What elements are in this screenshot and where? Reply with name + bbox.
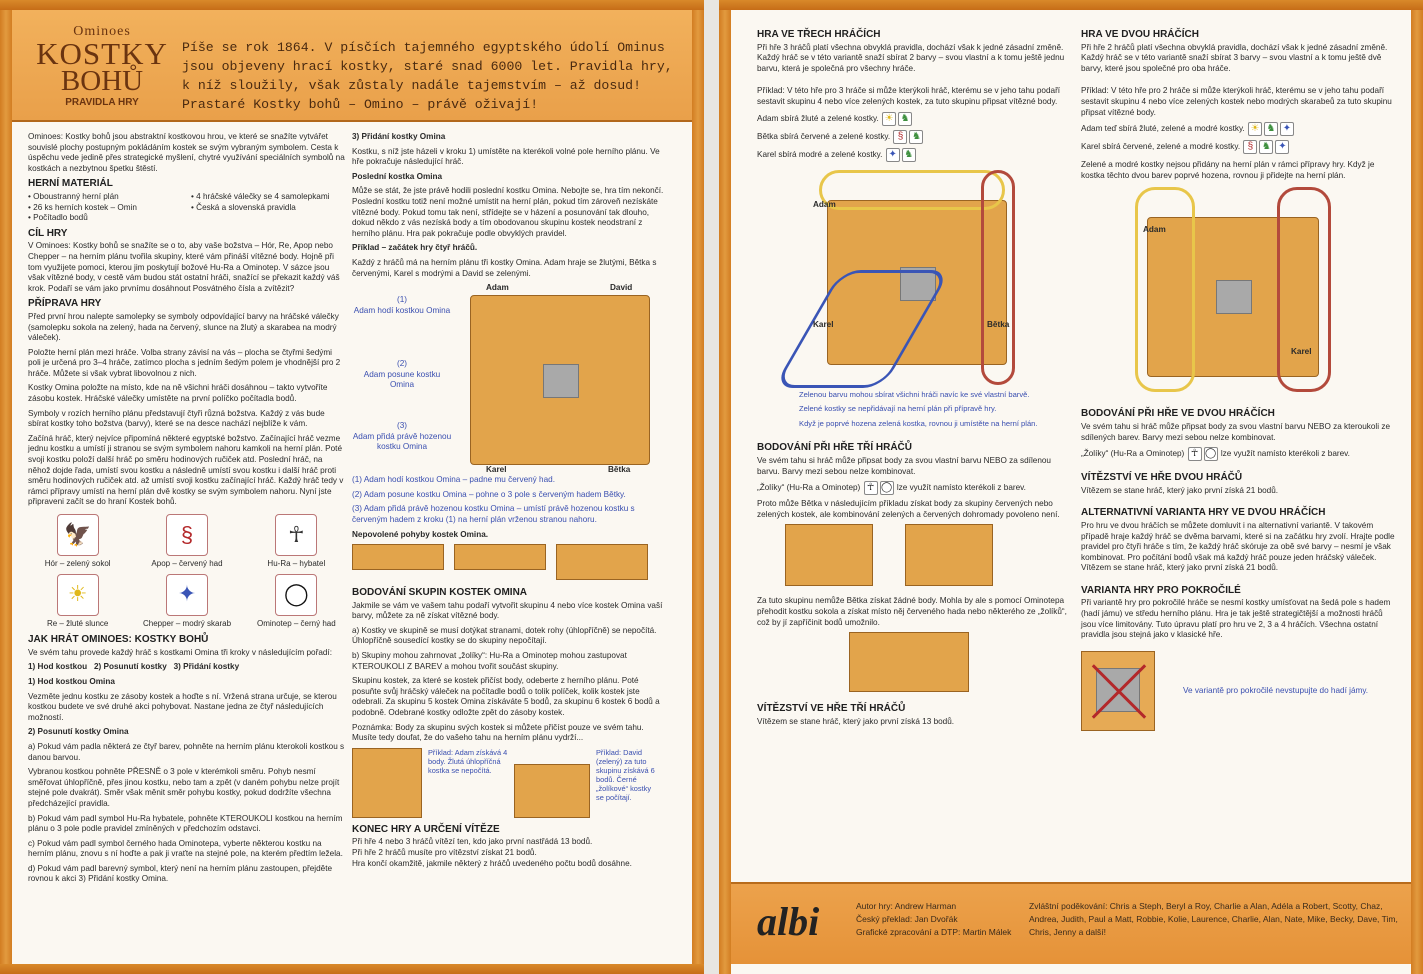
credit-line: Český překlad: Jan Dvořák	[856, 914, 958, 924]
person-icon: ☥	[1188, 447, 1202, 461]
prep-text: Kostky Omina položte na místo, kde na ně všichni hráči dosáhnou – takto vytvoříte zásobu kostek. Hráčské válečky umístěte na první políčko počítadla bodů.	[28, 383, 328, 404]
end-heading: KONEC HRY A URČENÍ VÍTĚZE	[352, 823, 500, 835]
person-icon: ☥	[864, 481, 878, 495]
two-winner-heading: VÍTĚZSTVÍ VE HŘE DVOU HRÁČŮ	[1081, 472, 1243, 484]
right-border	[1411, 0, 1423, 974]
scarab-icon: ✦	[1280, 122, 1294, 136]
top-border	[0, 0, 704, 10]
two-scoring-heading: BODOVÁNÍ PŘI HŘE VE DVOU HRÁČÍCH	[1081, 408, 1275, 420]
three-players-column	[757, 30, 1075, 731]
intro-line: Píše se rok 1864. V písčích tajemného egyptského údolí Ominus jsou objeveny hrací kostky, staré snad 6000 let. Pravidla hry, k níž sloužily, však zůstaly nadále tajemstvím – až dosud!	[182, 40, 673, 93]
alt-text: Pro hru ve dvou hráčích se můžete domluvit i na alternativní variantě. V takovém případě hraje každý hráč se dvěma barvami, které si na začátku hry zvolí. Hrajte podle pravidel pro čtyři hráče s tím, že každý hráč skóruje za obě své barvy – nesmí je však kombinovat. Pro počítání bodů však má každý hráč pouze jeden hráčský váleček. Vítězem se stane hráč, který jako první získá 21 bodů.	[1081, 520, 1395, 573]
end-text1: Při hře 4 nebo 3 hráčů vítězí ten, kdo jako první nastřádá 13 bodů.	[352, 837, 593, 847]
three-scoring-text2: Za tuto skupinu nemůže Bětka získat žádné body. Mohla by ale s pomocí Ominotepa přehodit kostku sokola a získat místo něj červeného hada nebo některého ze „žolíků“, což by jí zapříčinit bodů umožnilo.	[757, 596, 1067, 627]
diagram-step-1: (1) Adam hodí kostkou Omina – padne mu červený had.	[352, 475, 555, 485]
three-heading: HRA VE TŘECH HRÁČÍCH	[757, 29, 881, 40]
forbidden-move-2	[454, 544, 546, 570]
end-text2: Při hře 2 hráčů musíte pro vítězství získat 21 bodů.	[352, 848, 537, 857]
logo-line2: BOHŮ	[60, 65, 144, 97]
scoring-board-left	[352, 748, 422, 818]
label-betka: Bětka	[608, 465, 631, 475]
falcon-icon: ♞	[898, 112, 912, 126]
label-david: David	[610, 283, 633, 293]
page-gutter	[704, 0, 719, 974]
logo-line1: KOSTKY	[36, 36, 168, 71]
falcon-icon: ♞	[902, 148, 916, 162]
three-jokers: „Žolíky“ (Hu-Ra a Ominotep) ☥ ◯ lze využít namísto kterékoli z barev.	[757, 482, 1026, 494]
snake-icon: §	[166, 514, 208, 556]
material-item: • Česká a slovenská pravidla	[191, 202, 296, 212]
three-winner-heading: VÍTĚZSTVÍ VE HŘE TŘÍ HRÁČŮ	[757, 703, 906, 715]
goal-heading: CÍL HRY	[28, 227, 68, 239]
left-column	[28, 132, 346, 889]
three-player-adam: Adam sbírá žluté a zelené kostky. ☀ ♞	[757, 112, 1075, 126]
three-note-1: Zelenou barvu mohou sbírat všichni hráči navíc ke své vlastní barvě.	[799, 389, 1030, 399]
ring-icon: ◯	[275, 574, 317, 616]
three-player-diagram	[757, 170, 1075, 390]
label-karel: Karel	[486, 465, 507, 475]
advanced-heading: VARIANTA HRY PRO POKROČILÉ	[1081, 584, 1241, 596]
two-example: Příklad: V této hře pro 2 hráče si může kterýkoli hráč, kterému se v jeho tahu podaří sestavit skupinu 4 nebo více zelených kostek nebo modrých skarabeů za tuto skupinu připsat vítězné body.	[1081, 86, 1392, 117]
two-players-column	[1081, 30, 1395, 731]
example-heading: Příklad – začátek hry čtyř hráčů.	[352, 243, 478, 253]
sun-icon: ☀	[882, 112, 896, 126]
advanced-text: Při variantě hry pro pokročilé hráče se nesmí kostky umísťovat na šedá pole s hadem (hadí jámu) ve středu herního plánu. Hra je tak ještě strategičtější a možnosti hráčů jsou více limitovány. Tuto úpravu platí pro hru ve 2, 3 a 4 hráčích. Všechna ostatní pravidla jsou stejná jako v klasické hře.	[1081, 598, 1391, 640]
scoring-example-left: Příklad: Adam získává 4 body. Žlutá úhlopříčná kostka se nepočítá.	[428, 747, 508, 775]
diagram-note-1: (1) Adam hodí kostkou Omina	[353, 295, 451, 315]
two-note: Zelené a modré kostky nejsou přidány na herní plán v rámci přípravy hry. Když je kostka těchto dvou barev poprvé hozena, rovnou ji přidejte na herní plán.	[1081, 160, 1375, 180]
material-item: • Počítadlo bodů	[28, 213, 88, 223]
scoring-board-green	[905, 524, 993, 586]
two-player-adam: Adam teď sbírá žluté, zelené a modré kostky. ☀ ♞ ✦	[1081, 122, 1395, 136]
two-jokers: „Žolíky“ (Hu-Ra a Ominotep) ☥ ◯ lze využít namísto kterékoli z barev.	[1081, 448, 1350, 460]
material-item: • 26 ks herních kostek – Omin	[28, 202, 137, 212]
diagram-note-3: (3) Adam přidá právě hozenou kostku Omina	[352, 421, 452, 452]
sun-icon: ☀	[1248, 122, 1262, 136]
right-border	[692, 0, 704, 974]
diagram-note-2: (2) Adam posune kostku Omina	[363, 359, 441, 390]
step1-text: Vezměte jednu kostku ze zásoby kostek a hoďte s ní. Vržená strana určuje, se kterou kostkou budete ve své druhé akci pohybovat. Nastane jedna ze čtyř následujících možností.	[28, 691, 337, 722]
symbol-legend	[28, 514, 346, 629]
sun-icon: ☀	[57, 574, 99, 616]
howto-heading: JAK HRÁT OMINOES: KOSTKY BOHŮ	[28, 634, 209, 646]
prep-text: Symboly v rozích herního plánu představují čtyři různá božstva. Každý z vás bude sbírat kostky toho božstva (barvy), které se na desce nachází nejblíže k vám.	[28, 408, 325, 429]
label-karel: Karel	[813, 319, 834, 329]
step2-text: Vybranou kostkou pohněte PŘESNĚ o 3 pole v kterémkoli směru. Pohyb nesmí směřovat úhlopříčně, přes jinou kostku, nebo tam a zpět (v daném pohybu nelze projít stejné pole dvakrát). Směr však měnit směr pohybu kostky, pokud dodržíte všechna předcházející pravidla.	[28, 767, 340, 808]
three-scoring-example: Proto může Bětka v následujícím příkladu získat body za skupiny červených nebo zelených kostek, ale kombinování zelených a červených dohromady povoleno není.	[757, 499, 1060, 519]
falcon-icon: 🦅	[57, 514, 99, 556]
highlight-yellow	[1135, 187, 1195, 392]
two-player-diagram	[1081, 187, 1395, 397]
step-list: 1) Hod kostkou 2) Posunutí kostky 3) Přidání kostky	[28, 662, 240, 672]
prep-text: Začíná hráč, který nejvíce připomíná některé egyptské božstvo. Začínající hráč vezme jednu kostku a umístí ji stranou se svým symbolem nahoru kamkoli na herní plán. Poté svoji kostku položí další hráč po směru hodinových ručiček atd. Poslední hráč, na něhož dojde řada, umístí svou kostku a následně umístí svou kostku i další hráč proti směru hodinových ručiček atd. až umístí svoji kostku začínající hráč. Každý hráč tedy v rámci přípravy umístí na herní plán dvě kostky se svým symbolem nahoru. Nyní jste připraveni začít se do hraní Kostek bohů.	[28, 433, 344, 507]
ring-icon: ◯	[880, 482, 893, 494]
scarab-icon: ✦	[166, 574, 208, 616]
intro-text	[182, 38, 682, 114]
scoring-text: Jakmile se vám ve vašem tahu podaří vytvořit skupinu 4 nebo více kostek Omina vaší barvy, můžete za ně získat vítězné body.	[352, 600, 663, 621]
label-betka: Bětka	[987, 319, 1010, 329]
alt-heading: ALTERNATIVNÍ VARIANTA HRY VE DVOU HRÁČÍCH	[1081, 507, 1326, 519]
credit-line: Autor hry: Andrew Harman	[856, 901, 957, 911]
example-text: Každý z hráčů má na herním plánu tři kostky Omina. Adam hraje se žlutými, Bětka s červenými, Karel s modrými a David se zelenými.	[352, 257, 657, 278]
three-example: Příklad: V této hře pro 3 hráče si může kterýkoli hráč, kterému se v jeho tahu podaří sestavit skupinu 4 nebo více zelených kostek, za tuto skupinu připsat vítězné body.	[757, 86, 1061, 106]
albi-logo: albi	[757, 899, 820, 944]
snake-pit	[1216, 280, 1252, 314]
forbidden-move-1	[352, 544, 444, 570]
right-page	[719, 0, 1423, 974]
credits-footer	[731, 882, 1411, 964]
end-text3: Hra končí okamžitě, jakmile některý z hráčů uvedeného počtu bodů dosáhne.	[352, 858, 632, 868]
step2-a: a) Pokud vám padla některá ze čtyř barev, pohněte na herním plánu kterokoli kostkou s danou barvou.	[28, 741, 345, 762]
game-logo	[32, 24, 172, 114]
label-adam: Adam	[1143, 225, 1166, 235]
scoring-board-red	[785, 524, 873, 586]
scoring-example-right: Příklad: David (zelený) za tuto skupinu získává 6 bodů. Černé „žolíkové“ kostky se počítají.	[596, 747, 655, 802]
two-heading: HRA VE DVOU HRÁČÍCH	[1081, 29, 1199, 40]
last-die-heading: Poslední kostka Omina	[352, 171, 443, 181]
two-player-karel: Karel sbírá červené, zelené a modré kostky. § ♞ ✦	[1081, 140, 1395, 154]
three-player-karel: Karel sbírá modré a zelené kostky. ✦ ♞	[757, 148, 1075, 162]
step2-d: d) Pokud vám padl barevný symbol, který není na herním plánu zastoupen, přejděte rovnou k akci 3) Přidání kostky Omina.	[28, 863, 333, 884]
middle-column	[352, 132, 668, 869]
left-border	[0, 0, 12, 974]
title-banner	[12, 10, 692, 122]
credits	[856, 900, 1011, 939]
diagram-step-3: (3) Adam přidá právě hozenou kostku Omina – umístí právě hozenou kostku s červeným hadem z kroku (1) na herní plán vrženou stranou nahoru.	[352, 504, 635, 524]
three-scoring-heading: BODOVÁNÍ PŘI HŘE TŘÍ HRÁČŮ	[757, 442, 913, 454]
scoring-board-mixed	[849, 632, 969, 692]
game-board	[470, 295, 650, 465]
ring-icon: ◯	[1204, 448, 1217, 460]
step1-heading: 1) Hod kostkou Omina	[28, 676, 115, 686]
step3-heading: 3) Přidání kostky Omina	[352, 132, 446, 141]
goal-text: V Ominoes: Kostky bohů se snažíte se o to, aby vaše božstva – Hór, Re, Apop nebo Chepper – na herním plánu tvořila skupiny, které vám přináší vítězné body. Hojně při tom využijete pomoci, kterou jim poskytují božové Hu-Ra a Ominotep. V sázce jsou však vítězné body, v cestě vám budou stát ostatní hráči, snažící se překazit každý váš krok. Podaří se vám jako prvnímu dosáhnout Posvátného čísla a zvítězit?	[28, 241, 340, 293]
snake-icon: §	[1243, 140, 1257, 154]
advanced-example	[1081, 651, 1395, 731]
intro-line2: Prastaré Kostky bohů – Omino – právě oživají!	[182, 97, 539, 112]
two-scoring-text: Ve svém tahu si hráč může připsat body za svou vlastní barvu NEBO za kteroukoli ze sdílených barev. Barvy mezi sebou nelze kombinovat.	[1081, 421, 1390, 442]
material-item: • Oboustranný herní plán	[28, 191, 119, 201]
two-text: Při hře 2 hráčů platí všechna obvyklá pravidla, dochází však k jedné zásadní změně. Každý hráč se v této variantě snaží sbírat 3 barvy – svou vlastní a k tomu ještě dvě barvy, které jsou společné pro oba hráče.	[1081, 42, 1388, 73]
material-list	[28, 192, 346, 224]
snake-pit-forbidden	[1081, 651, 1155, 731]
three-scoring-text: Ve svém tahu si hráč může připsat body za svou vlastní barvu NEBO za sdílenou barvu. Barvy mezi sebou nelze kombinovat.	[757, 455, 1051, 476]
three-text: Při hře 3 hráčů platí všechna obvyklá pravidla, dochází však k jedné zásadní změně. Každý hráč se v této variantě snaží sbírat 2 barvy – svou vlastní a k tomu ještě jednu barvu, která je společná pro všechny hráče.	[757, 42, 1065, 73]
diagram-step-2: (2) Adam posune kostku Omina – pohne o 3 pole s červeným hadem Bětky.	[352, 489, 626, 499]
logo-subtitle: PRAVIDLA HRY	[65, 97, 139, 108]
top-border	[719, 0, 1423, 10]
credit-line: Grafické zpracování a DTP: Martin Málek	[856, 927, 1012, 937]
symbol-snake: § Apop – červený had	[137, 514, 236, 570]
person-icon: ☥	[275, 514, 317, 556]
scoring-board-right	[514, 764, 590, 818]
snake-icon: §	[893, 130, 907, 144]
step3-text: Kostku, s níž jste házeli v kroku 1) umístěte na kterékoli volné pole herního plánu. Ve hře pokračuje následující hráč.	[352, 146, 660, 167]
scoring-text2: Skupinu kostek, za které se kostek přičíst body, odeberte z herního plánu. Poté posuňte svůj hráčský váleček na počítadle bodů o tolik políček, kolik kostek jste odebrali. Za skupinu 5 kostek Omina získáváte 5 bodů, za skupinu 6 kostek 6 bodů a podobně. Odebrané kostky odložte zpět do zásoby kostek.	[352, 676, 660, 718]
label-karel: Karel	[1291, 347, 1312, 357]
three-scoring-boards	[785, 524, 1075, 590]
logo-top: Ominoes	[73, 24, 131, 39]
intro-paragraph: Ominoes: Kostky bohů jsou abstraktní kostkovou hrou, ve které se snažíte vytvářet souvislé plochy postupným pokládáním kostek se svým vybraným symbolem. Cesta k úspěchu vede jedině přes strategické myšlení, chytré využívání speciálních symbolů na kostkách a nezbytnou špetku štěstí.	[28, 132, 345, 173]
material-heading: HERNÍ MATERIÁL	[28, 178, 113, 190]
scoring-a: a) Kostky ve skupině se musí dotýkat stranami, dotek rohy (úhlopříčně) se nepočítá. Úhlopříčně sousedící kostky se do skupiny nepočítají.	[352, 625, 657, 646]
step2-c: c) Pokud vám padl symbol černého hada Ominotepa, vyberte některou kostku na herním plánu, znovu s ní hoďte a pak ji vraťte na stejné pole, na kterém předtím ležela.	[28, 838, 343, 859]
symbol-scarab: ✦ Chepper – modrý skarab	[137, 574, 236, 630]
scoring-heading: BODOVÁNÍ SKUPIN KOSTEK OMINA	[352, 587, 528, 599]
symbol-falcon: 🦅 Hór – zelený sokol	[28, 514, 127, 570]
highlight-yellow	[819, 170, 1005, 210]
three-note-2: Zelené kostky se nepřidávají na herní plán při přípravě hry.	[799, 404, 997, 414]
forbidden-heading: Nepovolené pohyby kostek Omina.	[352, 529, 489, 539]
howto-text: Ve svém tahu provede každý hráč s kostkami Omina tři kroky v následujícím pořadí:	[28, 647, 332, 657]
scarab-icon: ✦	[886, 148, 900, 162]
highlight-red	[1277, 187, 1331, 392]
prep-text: Před první hrou nalepte samolepky se symboly odpovídající barvy na hráčské válečky (samolepku sokola na zelený, hada na červený, slunce na žlutý a skarabea na modrý váleček).	[28, 311, 339, 343]
left-page	[0, 0, 704, 974]
symbol-hura: ☥ Hu-Ra – hybatel	[247, 514, 346, 570]
snake-pit	[543, 364, 579, 398]
falcon-icon: ♞	[1259, 140, 1273, 154]
three-player-betka: Bětka sbírá červené a zelené kostky. § ♞	[757, 130, 1075, 144]
left-border	[719, 0, 731, 974]
step2-b: b) Pokud vám padl symbol Hu-Ra hybatele, pohněte KTEROUKOLI kostkou na herním plánu o 3 pole podle pravidel zmíněných v předchozím odstavci.	[28, 813, 343, 834]
prep-heading: PŘÍPRAVA HRY	[28, 298, 102, 310]
example-diagram	[352, 283, 668, 475]
three-note-3: Když je poprvé hozena zelená kostka, rovnou ji umístěte na herní plán.	[799, 418, 1038, 428]
label-adam: Adam	[813, 199, 836, 209]
advanced-note: Ve variantě pro pokročilé nevstupujte do hadí jámy.	[1183, 685, 1369, 695]
two-winner-text: Vítězem se stane hráč, který jako první získá 21 bodů.	[1081, 485, 1279, 495]
symbol-sun: ☀ Re – žluté slunce	[28, 574, 127, 630]
scoring-note: Poznámka: Body za skupinu svých kostek si můžete přičíst pouze ve svém tahu. Musíte tedy doufat, že do vašeho tahu na herním plánu vydrží...	[352, 722, 644, 743]
material-item: • 4 hráčské válečky se 4 samolepkami	[191, 191, 330, 201]
prep-text: Položte herní plán mezi hráče. Volba strany závisí na vás – plocha se čtyřmi šedými poli je určená pro 3–4 hráče, zatímco plocha s jedním šedým polem je vhodnější pro 2 hráče. Můžete si však vybrat libovolnou z nich.	[28, 347, 341, 378]
scoring-b: b) Skupiny mohou zahrnovat „žolíky“: Hu-Ra a Ominotep mohou zastupovat KTEROUKOLI Z BAREV a mohou tvořit součást skupiny.	[352, 651, 627, 671]
falcon-icon: ♞	[909, 130, 923, 144]
thanks: Zvláštní poděkování: Chris a Steph, Beryl a Roy, Charlie a Alan, Adéla a Robert, Scotty, Chaz, Andrea, Judith, Paul a Matt, Robbie, Kolie, Laurence, Charlie, Alan, Nate, Mike, Becky, Dave, Tim, Chris, Jenny a další!	[1029, 901, 1398, 937]
highlight-red	[981, 170, 1015, 385]
falcon-icon: ♞	[1264, 122, 1278, 136]
step2-heading: 2) Posunutí kostky Omina	[28, 727, 129, 737]
forbidden-move-3	[556, 544, 648, 580]
symbol-ominotep: ◯ Ominotep – černý had	[247, 574, 346, 630]
last-die-text: Může se stát, že jste právě hodili poslední kostku Omina. Nebojte se, hra tím nekončí. Poslední kostku totiž není možné umístit na herní plán, pokud tím zároveň nezískáte vítězné body. Pokud tomu tak není, střídejte se v házení a posunování tak dlouho, dokud někdo z vás nezíská body a tím obodovanou skupinu kostek neodstraní z herního plánu. Hra pak pokračuje podle obvyklých pravidel.	[352, 186, 664, 238]
label-adam: Adam	[486, 283, 509, 293]
three-winner-text: Vítězem se stane hráč, který jako první získá 13 bodů.	[757, 716, 955, 726]
scoring-examples	[352, 748, 668, 820]
bottom-border	[0, 964, 704, 974]
forbidden-moves	[352, 544, 668, 582]
scarab-icon: ✦	[1275, 140, 1289, 154]
